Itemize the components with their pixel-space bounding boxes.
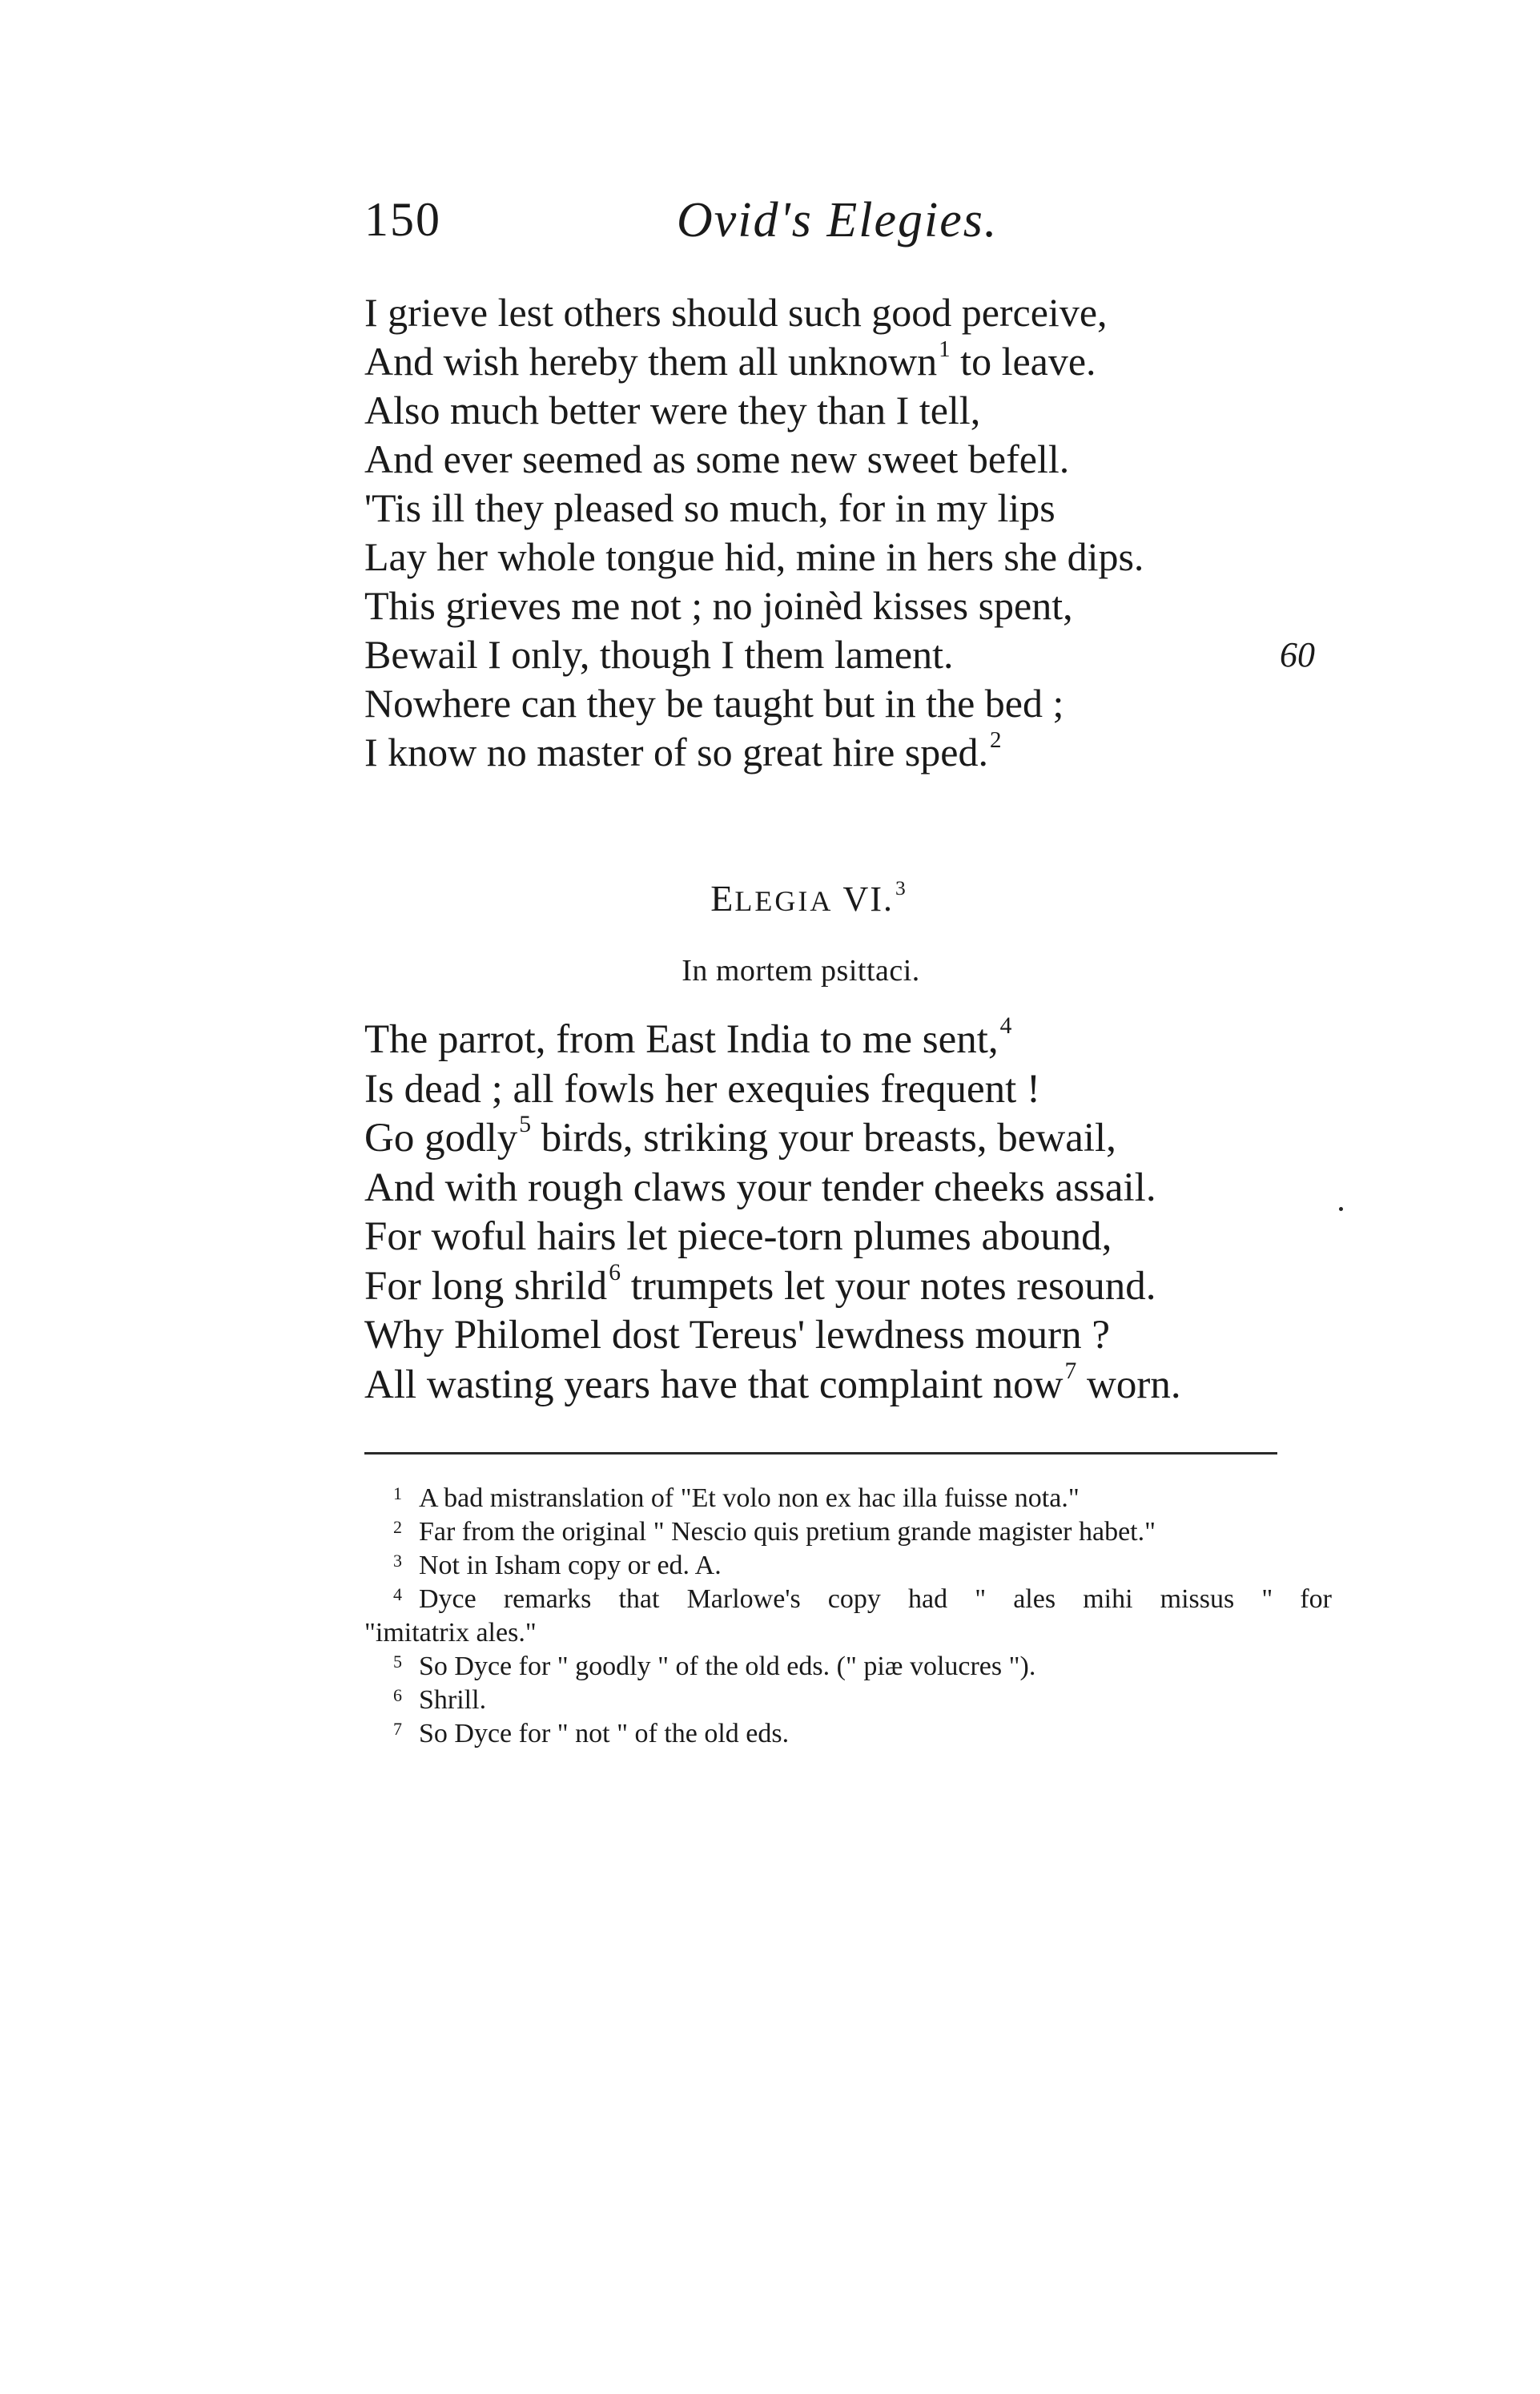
- footnote-rule: [364, 1452, 1277, 1455]
- footnotes: [364, 1482, 1332, 1751]
- footnote: 6 Shrill.: [364, 1684, 1325, 1717]
- verse-line: And ever seemed as some new sweet befell.: [364, 437, 1070, 481]
- verse-line: Nowhere can they be taught but in the bed ;: [364, 681, 1064, 726]
- verse-line: Also much better were they than I tell,: [364, 388, 981, 433]
- footnote-ref: 7: [1064, 1358, 1077, 1384]
- footnote-ref: 4: [999, 1013, 1012, 1040]
- verse-block-elegia-vi: [364, 1013, 1325, 1410]
- verse-line: Go godly$^5$ birds, striking your breasts, bewail,: [364, 1112, 1116, 1161]
- footnote-mark: 3: [393, 1551, 402, 1571]
- footnote-mark: 4: [393, 1584, 402, 1604]
- verse-line: All wasting years have that complaint now$^7$ worn.: [364, 1358, 1181, 1407]
- verse-line: I know no master of so great hire sped.$^2$: [364, 726, 1002, 775]
- footnote: 3 Not in Isham copy or ed. A.: [364, 1549, 1325, 1583]
- verse-line: Why Philomel dost Tereus' lewdness mourn ?: [364, 1313, 1111, 1358]
- footnote-mark: 2: [393, 1517, 402, 1537]
- footnote: 4 Dyce remarks that Marlowe's copy had " ales mihi missus " for: [364, 1583, 1325, 1616]
- verse-line: For long shrild$^6$ trumpets let your notes resound.: [364, 1259, 1156, 1309]
- verse-line: This grieves me not ; no joinèd kisses spent,: [364, 583, 1073, 628]
- running-title: Ovid's Elegies.: [677, 193, 999, 247]
- verse-line: Is dead ; all fowls her exequies frequent !: [364, 1066, 1041, 1112]
- footnote-ref: 2: [989, 726, 1002, 753]
- footnote: 5 So Dyce for " goodly " of the old eds. (" piæ volucres ").: [364, 1650, 1325, 1684]
- verse-line: 'Tis ill they pleased so much, for in my lips: [364, 485, 1055, 530]
- footnote-ref: 5: [519, 1112, 532, 1138]
- line-number: 60: [1280, 635, 1315, 674]
- page-number: 150: [364, 193, 441, 246]
- verse-line: I grieve lest others should such good perceive,: [364, 290, 1108, 335]
- verse-line: And with rough claws your tender cheeks assail.: [364, 1165, 1156, 1210]
- footnote-mark: 5: [393, 1652, 402, 1672]
- footnote: 1 A bad mistranslation of "Et volo non ex hac illa fuisse nota.": [364, 1482, 1325, 1515]
- section-heading: ELEGIA VI.$^3$: [710, 875, 907, 919]
- verse-line: The parrot, from East India to me sent,$^4$: [364, 1013, 1012, 1062]
- footnote: 7 So Dyce for " not " of the old eds.: [364, 1717, 1325, 1751]
- footnote-mark: 7: [393, 1719, 402, 1739]
- verse-line: And wish hereby them all unknown$^1$ to leave.: [364, 336, 1096, 384]
- verse-line: Bewail I only, though I them lament. 60: [364, 630, 1325, 679]
- print-speck: [1339, 1207, 1343, 1211]
- footnote-ref: 6: [609, 1259, 621, 1286]
- verse-block-elegia-v-end: [364, 288, 1325, 777]
- footnote-ref: 3: [895, 875, 907, 899]
- running-head: [364, 192, 1301, 256]
- verse-line: For woful hairs let piece-torn plumes abound,: [364, 1214, 1112, 1259]
- footnote: 2 Far from the original " Nescio quis pretium grande magister habet.": [364, 1515, 1325, 1549]
- footnote-ref: 1: [939, 336, 951, 362]
- verse-line: Lay her whole tongue hid, mine in hers she dips.: [364, 534, 1144, 579]
- section-subtitle: In mortem psittaci.: [682, 954, 920, 988]
- footnote-mark: 6: [393, 1685, 402, 1705]
- footnote-continuation: "imitatrix ales.": [364, 1618, 537, 1648]
- footnote-mark: 1: [393, 1483, 402, 1503]
